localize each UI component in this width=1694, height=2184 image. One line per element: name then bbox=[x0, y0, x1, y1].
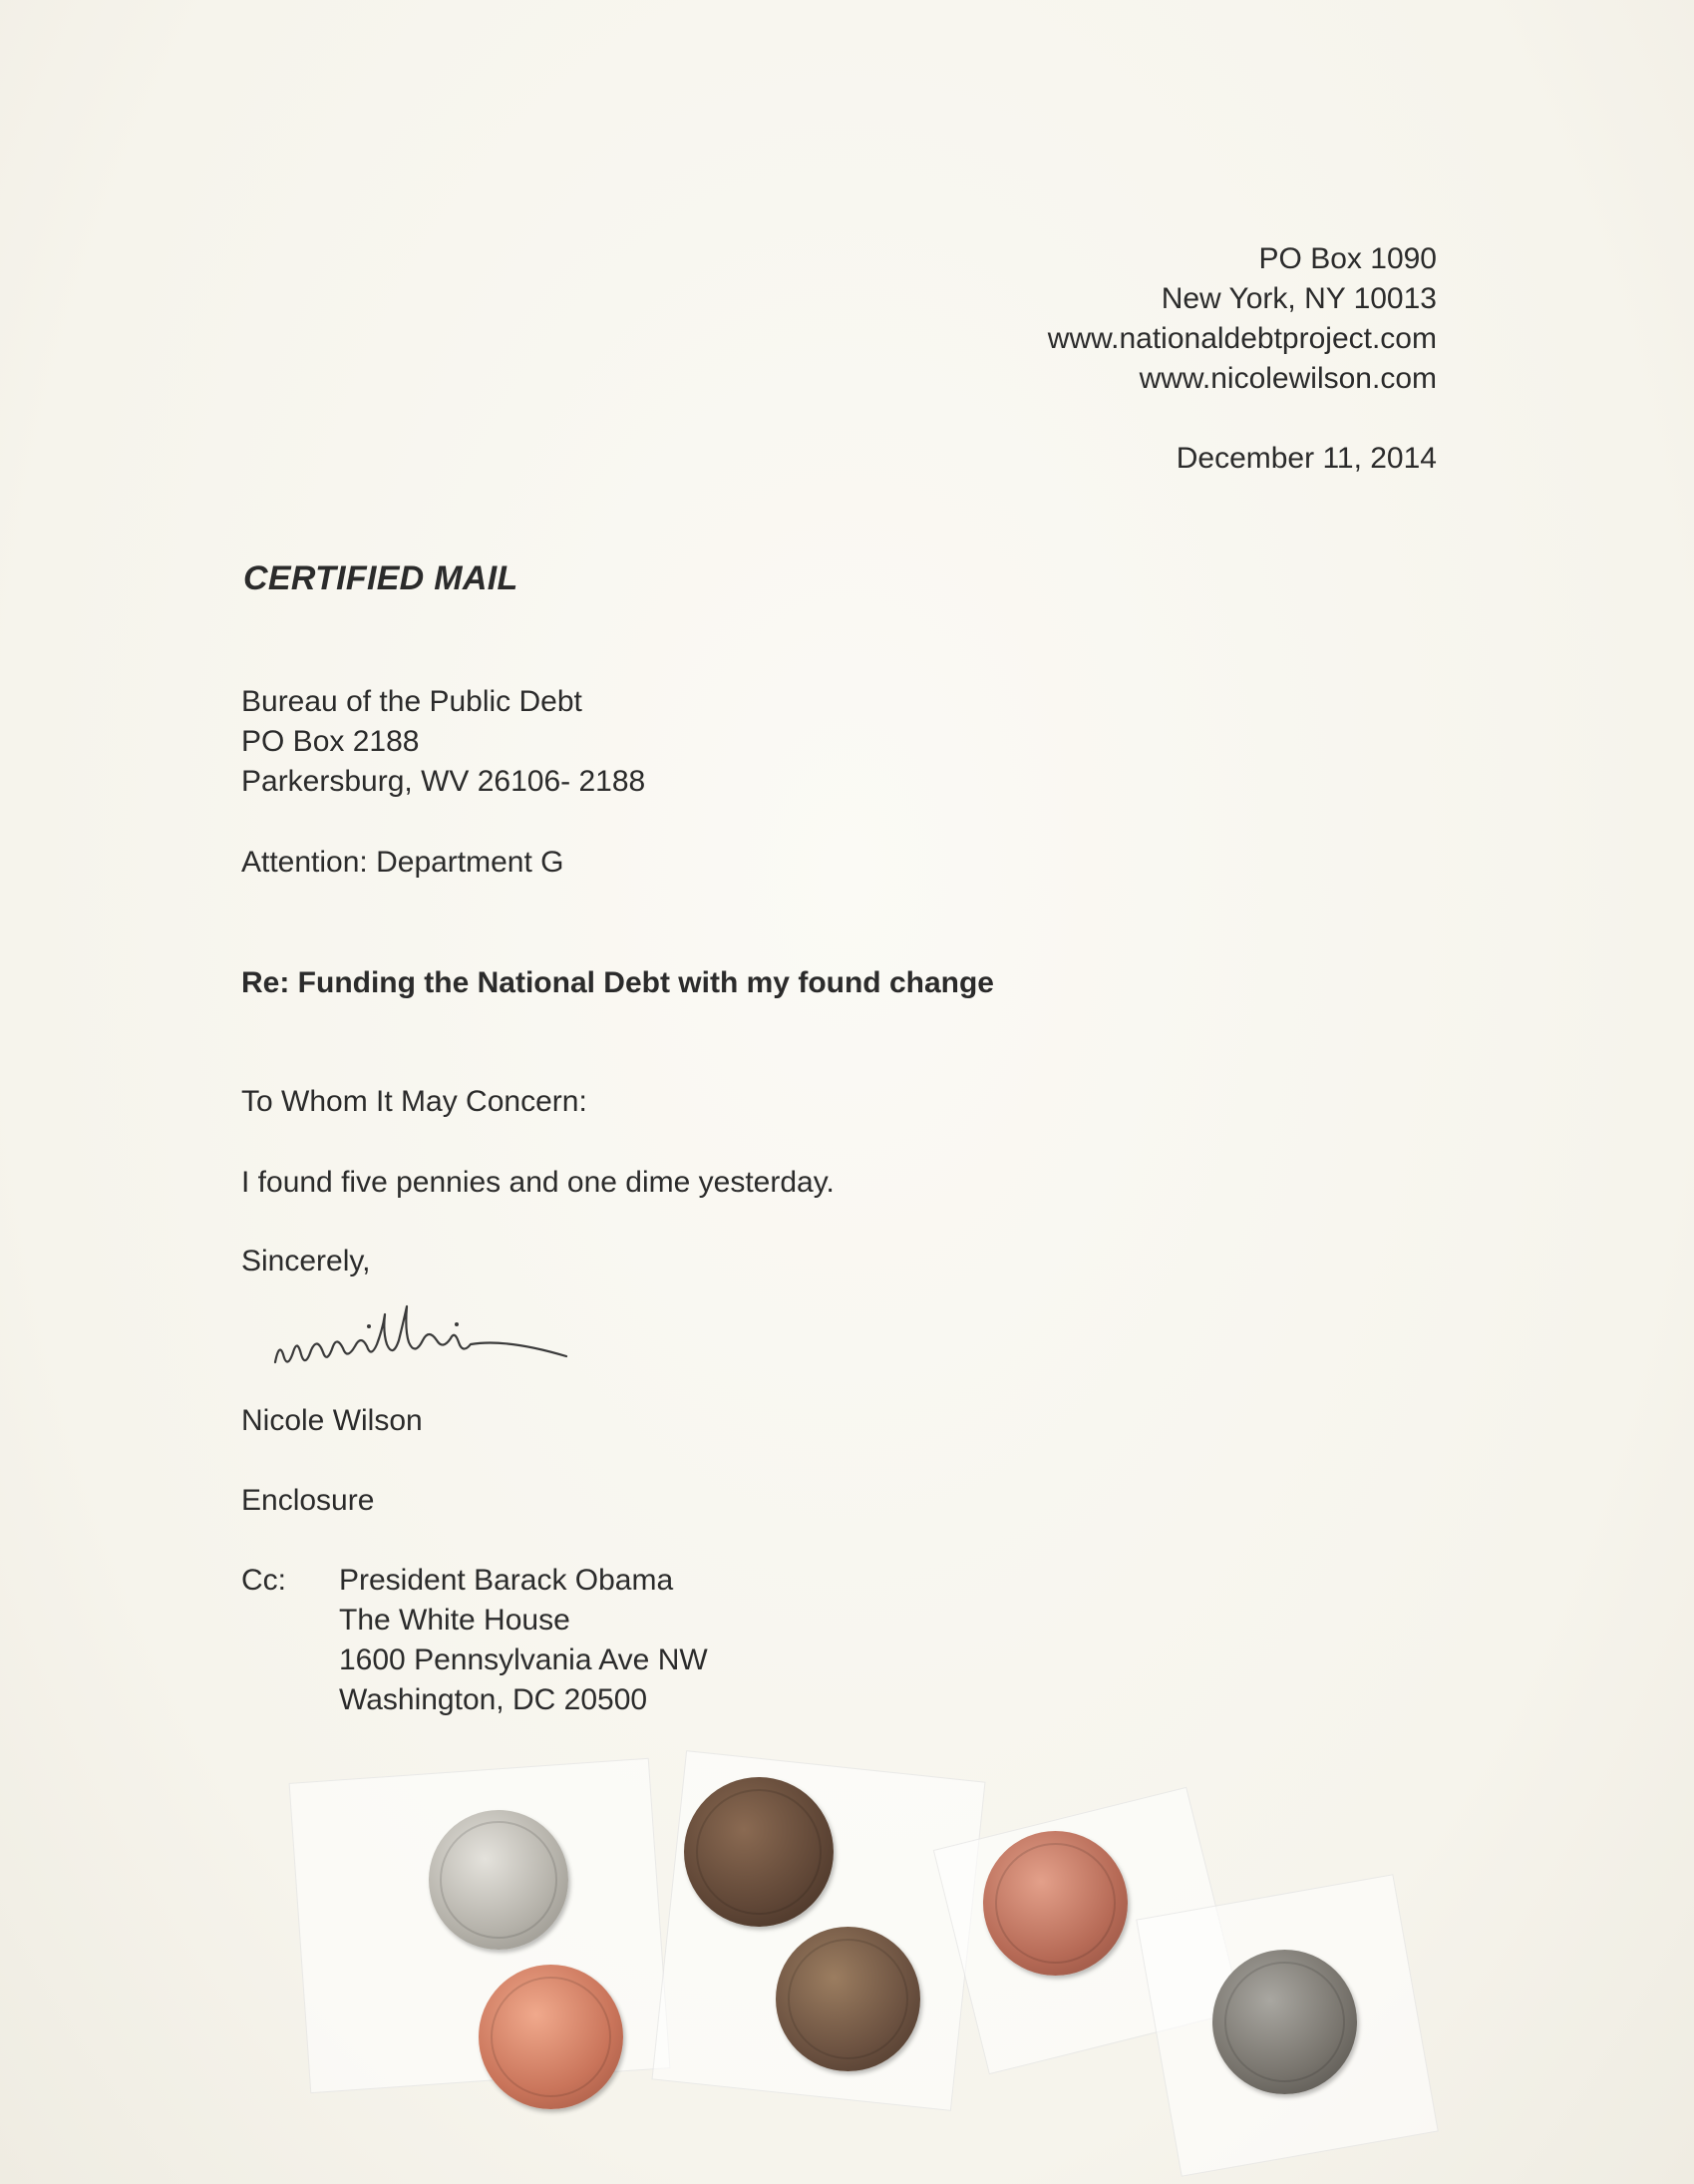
penny-icon bbox=[776, 1927, 920, 2071]
salutation: To Whom It May Concern: bbox=[241, 1085, 587, 1118]
handwritten-signature bbox=[267, 1284, 596, 1394]
cc-address-line: Washington, DC 20500 bbox=[339, 1683, 648, 1716]
sender-address-line: PO Box 1090 bbox=[1258, 242, 1437, 275]
attention-line: Attention: Department G bbox=[241, 846, 564, 879]
closing: Sincerely, bbox=[241, 1245, 371, 1277]
sender-website-link[interactable]: www.nationaldebtproject.com bbox=[1047, 322, 1437, 355]
cc-address-line: The White House bbox=[339, 1604, 570, 1637]
recipient-address-line: Bureau of the Public Debt bbox=[241, 685, 582, 718]
penny-icon bbox=[983, 1831, 1128, 1976]
sender-website-link[interactable]: www.nicolewilson.com bbox=[1139, 362, 1437, 395]
cc-label: Cc: bbox=[241, 1564, 286, 1597]
dime-icon bbox=[429, 1810, 568, 1950]
recipient-address bbox=[241, 682, 645, 802]
sender-address bbox=[1048, 239, 1437, 399]
penny-icon bbox=[1212, 1950, 1357, 2094]
mail-type-heading: CERTIFIED MAIL bbox=[243, 559, 518, 597]
recipient-address-line: PO Box 2188 bbox=[241, 725, 420, 758]
cc-address-line: President Barack Obama bbox=[339, 1564, 674, 1597]
enclosure-note: Enclosure bbox=[241, 1484, 375, 1517]
penny-icon bbox=[684, 1777, 834, 1927]
subject-line: Re: Funding the National Debt with my found change bbox=[241, 966, 994, 999]
letter-date: December 11, 2014 bbox=[1176, 442, 1437, 475]
penny-icon bbox=[479, 1965, 623, 2109]
letter-body: I found five pennies and one dime yesterday. bbox=[241, 1166, 835, 1199]
cc-address bbox=[339, 1561, 708, 1720]
signer-name: Nicole Wilson bbox=[241, 1404, 423, 1437]
recipient-address-line: Parkersburg, WV 26106- 2188 bbox=[241, 765, 646, 798]
sender-address-line: New York, NY 10013 bbox=[1161, 282, 1437, 315]
cc-address-line: 1600 Pennsylvania Ave NW bbox=[339, 1643, 708, 1676]
